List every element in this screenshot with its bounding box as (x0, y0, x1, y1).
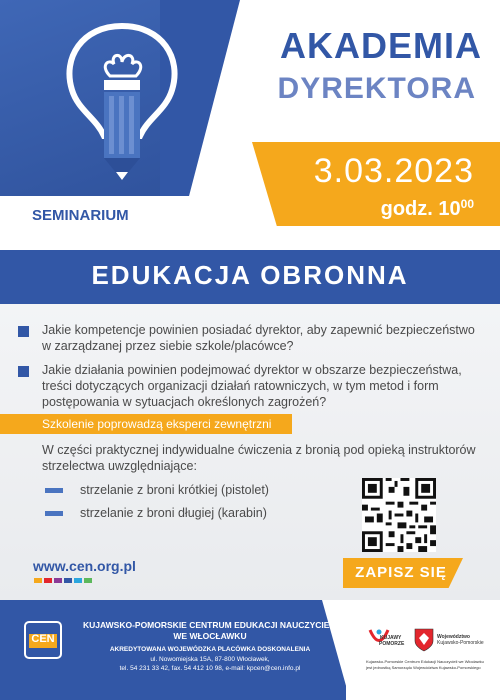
color-swatch (74, 578, 82, 583)
dash-bullet-icon (45, 511, 63, 516)
contact: tel. 54 231 33 42, fax. 54 412 10 98, e-mail: kpcen@cen.info.pl (119, 665, 301, 672)
item-short-weapon: strzelanie z broni krótkiej (pistolet) (80, 483, 269, 497)
color-swatch (84, 578, 92, 583)
dash-bullet-icon (45, 488, 63, 493)
crest-label-2: Kujawsko-Pomorskie (437, 640, 484, 646)
region-crest-icon (414, 628, 434, 652)
title-akademia: AKADEMIA (280, 25, 482, 66)
color-swatch (64, 578, 72, 583)
crest-label-1: Województwo (437, 634, 470, 640)
address: ul. Nowomiejska 15A, 87-800 Włocławek, (150, 656, 270, 663)
accreditation: AKREDYTOWANA WOJEWÓDZKA PLACÓWKA DOSKONALENIA (109, 646, 311, 653)
experts-tag-text: Szkolenie poprowadzą eksperci zewnętrzni (42, 417, 272, 431)
website-link[interactable]: www.cen.org.pl (33, 558, 136, 574)
pomorze-label: POMORZE (379, 641, 405, 647)
topic-title: EDUKACJA OBRONNA (91, 260, 409, 290)
color-swatch (34, 578, 42, 583)
item-long-weapon: strzelanie z broni długiej (karabin) (80, 506, 267, 520)
kujawy-label: KUJAWY (380, 635, 402, 641)
bullet-square-icon (18, 326, 29, 337)
seminar-label: SEMINARIUM (32, 207, 129, 224)
signup-label[interactable]: ZAPISZ SIĘ (355, 564, 447, 581)
lightbulb-pencil-icon (52, 18, 192, 183)
event-date: 3.03.2023 (313, 152, 474, 190)
question-2: Jakie działania powinien podejmować dyrektor w obszarze bezpieczeństwa, treści dotyczących organizacji działań ratowniczych, w tym metod i form postępowania w sytuacjach określonych zagrożeń? (42, 363, 462, 409)
color-swatch (54, 578, 62, 583)
cen-logo-text: CEN (31, 633, 55, 645)
footnote: Kujawsko-Pomorskie Centrum Edukacji Nauczycieli we Włocławku jest jednostką Samorządu Województwa Kujawsko-Pomorskiego (366, 659, 484, 670)
color-swatch (44, 578, 52, 583)
org-name: KUJAWSKO-POMORSKIE CENTRUM EDUKACJI NAUCZYCIELI WE WŁOCŁAWKU (82, 620, 338, 641)
question-1: Jakie kompetencje powinien posiadać dyrektor, aby zapewnić bezpieczeństwo w zarządzanej przez siebie szkole/placówce? (42, 323, 475, 353)
bullet-square-icon (18, 366, 29, 377)
title-dyrektora: DYREKTORA (277, 72, 476, 105)
event-hour: godz. $10^{00}$ (380, 197, 474, 220)
practical-description: W części praktycznej indywidualne ćwiczenia z bronią pod opieką instruktorów strzelectwa uwzględniające: (42, 443, 476, 473)
qr-code[interactable] (362, 478, 436, 552)
